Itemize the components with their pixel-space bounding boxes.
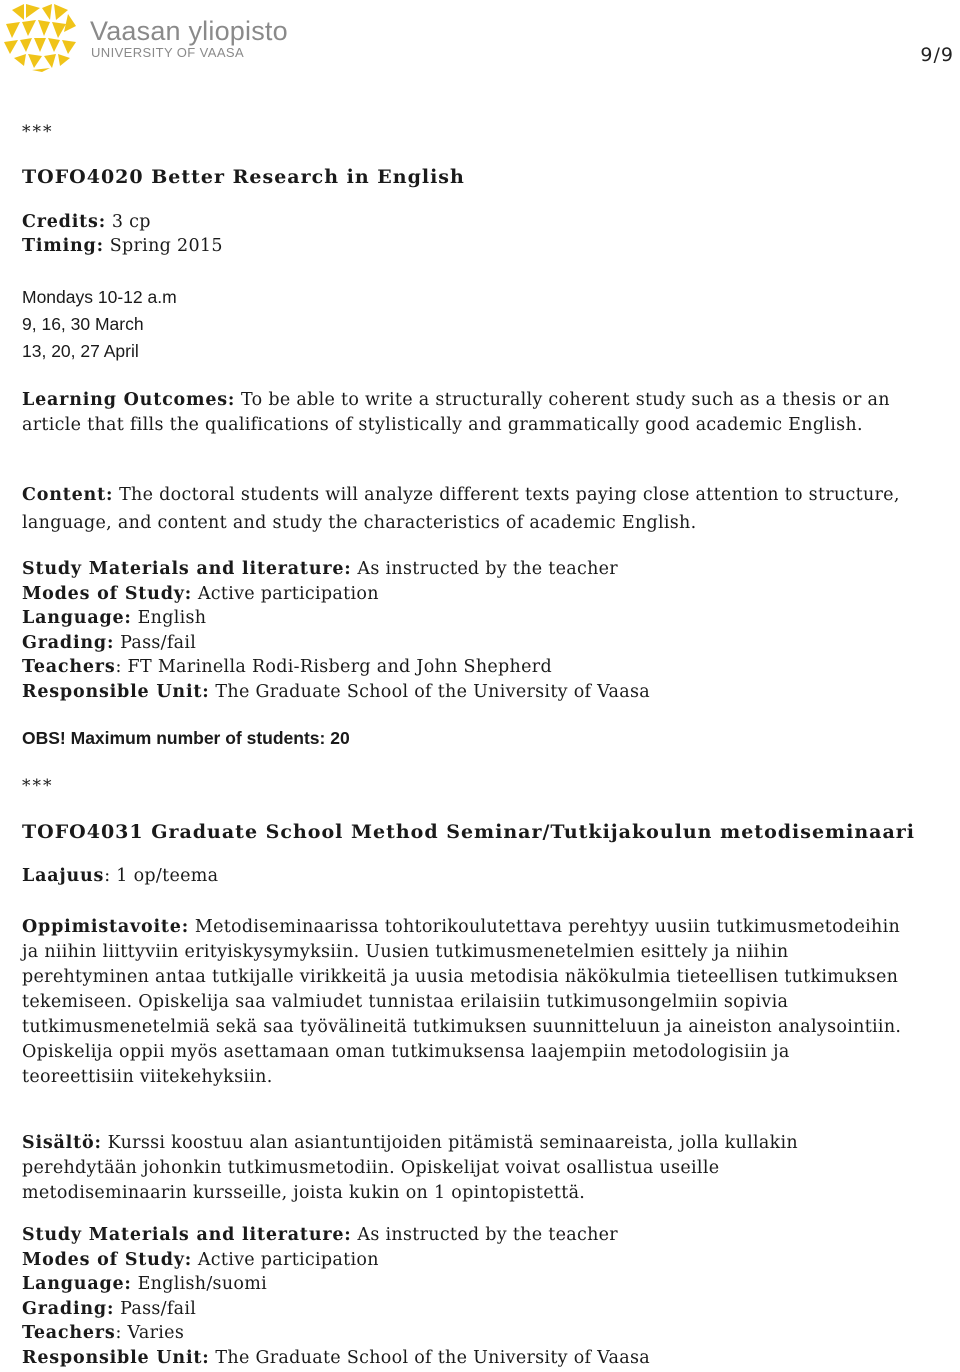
language-value: English	[131, 608, 207, 628]
content-section	[22, 1131, 842, 1206]
language-value: English/suomi	[131, 1274, 268, 1294]
materials-value: As instructed by the teacher	[351, 559, 618, 579]
teachers-value: : Varies	[115, 1323, 185, 1343]
grading-line	[22, 633, 196, 653]
schedule-line: Mondays 10-12 a.m	[22, 287, 177, 307]
modes-line	[22, 584, 379, 604]
grading-label: Grading:	[22, 633, 115, 653]
logo-subtitle: UNIVERSITY OF VAASA	[91, 45, 245, 60]
learning-objective	[22, 915, 902, 1090]
language-line	[22, 1274, 267, 1294]
logo-name: Vaasan yliopisto	[90, 16, 288, 46]
content-label: Content:	[22, 485, 114, 505]
modes-line	[22, 1250, 379, 1270]
materials-line	[22, 559, 618, 579]
grading-value: Pass/fail	[114, 1299, 197, 1319]
language-line	[22, 608, 206, 628]
content-section	[22, 481, 922, 537]
timing-value: Spring 2015	[103, 236, 223, 256]
modes-value: Active participation	[191, 1250, 379, 1270]
schedule-line: 9, 16, 30 March	[22, 314, 144, 334]
timing-label: Timing:	[22, 236, 104, 256]
materials-value: As instructed by the teacher	[351, 1225, 618, 1245]
grading-line	[22, 1299, 196, 1319]
credits-value: 3 cp	[105, 212, 151, 232]
materials-label: Study Materials and literature:	[22, 559, 352, 579]
logo-mark-icon	[2, 2, 82, 76]
oppimistavoite-label: Oppimistavoite:	[22, 917, 189, 937]
modes-value: Active participation	[191, 584, 379, 604]
max-students-note: OBS! Maximum number of students: 20	[22, 728, 350, 748]
materials-label: Study Materials and literature:	[22, 1225, 352, 1245]
grading-label: Grading:	[22, 1299, 115, 1319]
course-title: TOFO4031 Graduate School Method Seminar/Tutkijakoulun metodiseminaari	[22, 821, 916, 843]
page-number: 9/9	[920, 44, 954, 66]
materials-line	[22, 1225, 618, 1245]
timing-line	[22, 236, 223, 256]
credits-label: Credits:	[22, 212, 106, 232]
language-label: Language:	[22, 1274, 132, 1294]
oppimistavoite-text: Metodiseminaarissa tohtorikoulutettava perehtyy uusiin tutkimusmetodeihin ja niihin liittyviin erityiskysymyksiin. Uusien tutkimusmenetelmien esittely ja niihin perehtyminen antaa tutkijalle virikkeitä ja uusia metodisia näkökulmia tieteellisen tutkimuksen tekemiseen. Opiskelija saa valmiudet tunnistaa erilaisiin tutkimusongelmiin sopivia tutkimusmenetelmiä sekä saa työvälineitä tutkimuksen suunnitteluun ja aineiston analysointiin. Opiskelija oppii myös asettamaan oman tutkimuksensa laajempiin metodologisiin ja teoreettisiin viitekehyksiin.	[22, 917, 902, 1087]
unit-value: The Graduate School of the University of Vaasa	[209, 682, 650, 702]
teachers-line	[22, 1323, 184, 1343]
unit-label: Responsible Unit:	[22, 1348, 210, 1368]
content-text: The doctoral students will analyze different texts paying close attention to structure, language, and content and study the characteristics of academic English.	[22, 485, 900, 533]
sisalto-label: Sisältö:	[22, 1133, 102, 1153]
laajuus-label: Laajuus	[22, 866, 105, 886]
unit-line	[22, 1348, 650, 1368]
grading-value: Pass/fail	[114, 633, 197, 653]
course-title: TOFO4020 Better Research in English	[22, 166, 465, 188]
separator: ***	[22, 122, 54, 142]
language-label: Language:	[22, 608, 132, 628]
laajuus-value: : 1 op/teema	[104, 866, 219, 886]
outcomes-label: Learning Outcomes:	[22, 390, 236, 410]
teachers-label: Teachers	[22, 1323, 116, 1343]
unit-label: Responsible Unit:	[22, 682, 210, 702]
teachers-value: : FT Marinella Rodi-Risberg and John Shepherd	[115, 657, 552, 677]
credits-line	[22, 212, 151, 232]
university-logo	[2, 2, 302, 76]
sisalto-text: Kurssi koostuu alan asiantuntijoiden pitämistä seminaareista, jolla kullakin perehdytään johonkin tutkimusmetodiin. Opiskelijat voivat osallistua useille metodiseminaarin kursseille, joista kukin on 1 opintopistettä.	[22, 1133, 798, 1203]
learning-outcomes	[22, 388, 922, 438]
schedule-line: 13, 20, 27 April	[22, 341, 139, 361]
unit-value: The Graduate School of the University of Vaasa	[209, 1348, 650, 1368]
separator: ***	[22, 776, 54, 796]
laajuus-line	[22, 866, 218, 886]
teachers-line	[22, 657, 552, 677]
outcomes-text: To be able to write a structurally coherent study such as a thesis or an article that fills the qualifications of stylistically and grammatically good academic English.	[22, 390, 890, 435]
modes-label: Modes of Study:	[22, 584, 192, 604]
modes-label: Modes of Study:	[22, 1250, 192, 1270]
teachers-label: Teachers	[22, 657, 116, 677]
unit-line	[22, 682, 650, 702]
